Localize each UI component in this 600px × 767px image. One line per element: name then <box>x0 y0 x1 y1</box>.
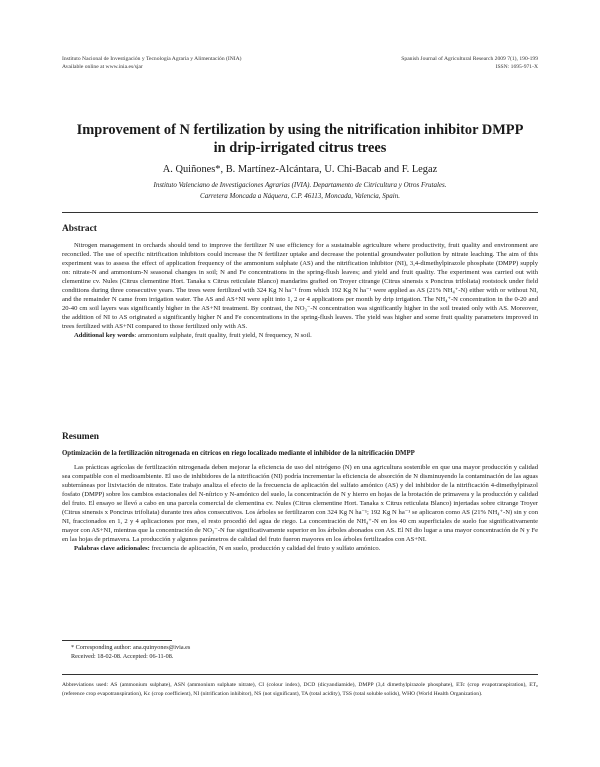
journal-header-left <box>62 55 242 71</box>
received-dates: Received: 18-02-08. Accepted: 06-11-08. <box>71 653 174 660</box>
abbreviations: Abbreviations used: AS (ammonium sulphate), ASN (ammonium sulphate nitrate), CI (colour index), DCD (dicyandiamide), DMPP (3,4 dimethylpirazole phosphate), ETc (crop evapotranspiration), ET₀ (reference crop evapotranspiration), Kc (crop coefficient), NI (nitrification inhibitor), NS (not significant), TA (total acidity), TSS (total soluble solids), WHO (World Health Organization). <box>62 682 538 697</box>
keywords-label: Additional key words <box>74 332 135 339</box>
divider-top <box>62 212 538 213</box>
journal-header-right <box>401 55 538 71</box>
divider-bottom <box>62 674 538 675</box>
resumen-heading: Resumen <box>62 432 99 442</box>
resumen-keywords <box>62 544 538 553</box>
corresponding-author: * Corresponding author: ana.quinyones@ivia.es <box>71 644 191 651</box>
abstract-keywords <box>62 331 538 340</box>
abstract-text: Nitrogen management in orchards should tend to improve the fertilizer N use efficiency for a sustainable agriculture where productivity, fruit quality and environment are reconciled. The use of specific nitrification inhibitors could increase the N fertilizer uptake and decrease the potential groundwater pollution by nitrate leaching. The aim of this experiment was to assess the effect of application frequency of the ammonium sulphate (AS) and the nitrification inhibitor (NI), 3,4-dimethylpirazole phosphate (DMPP) supply on: nitrate-N and ammonium-N seasonal changes in soil; N and Fe concentrations in the spring-flush leaves; and yield and fruit quality. The experiment was carried out with clementine cv. Nules (Citrus clementine Hort. Tanaka x Citrus reticulate Blanco) mandarins grafted on Troyer citrange (Citrus sinensis x Poncirus trifoliata) rootstock under field conditions during three consecutive years. The trees were fertilized with 324 Kg N ha⁻¹ from which 192 Kg N ha⁻¹ were applied as AS (21% NH₄⁺-N) either with or without NI, and the remainder N came from irrigation water. The AS and AS+NI were split into 1, 2 or 4 applications per month by drip irrigation. The NH₄⁺-N concentration in the 0-20 and 20-40 cm soil layers was significantly higher in the AS+NI treatment. By contrast, the NO₃⁻-N concentration was significantly higher in the soil treated only with AS. Moreover, the addition of NI to AS originated a significantly higher N and Fe concentrations in the spring-flush leaves. The yield was higher and some fruit quality parameters improved in trees fertilized with AS+NI compared to those fertilized only with AS. <box>62 242 538 330</box>
availability-line: Available online at www.inia.es/sjar <box>62 64 143 70</box>
author-list: A. Quiñones*, B. Martínez-Alcántara, U. Chi-Bacab and F. Legaz <box>162 164 438 175</box>
palabras-clave-text: frecuencia de aplicación, N en suelo, producción y calidad del fruto y sulfato amónico. <box>149 545 381 552</box>
abstract-body <box>62 241 538 340</box>
resumen-title: Optimización de la fertilización nitrogenada en cítricos en riego localizado mediante el inhibidor de la nitrificación DMPP <box>62 450 415 457</box>
footnotes <box>62 643 538 661</box>
abstract-heading: Abstract <box>62 224 97 234</box>
affiliation <box>62 180 538 202</box>
keywords-text: : ammonium sulphate, fruit quality, fruit yield, N frequency, N soil. <box>134 332 312 339</box>
affiliation-line-1: Instituto Valenciano de Investigaciones Agrarias (IVIA). Departamento de Citricultura y Otros Frutales. <box>153 181 447 189</box>
palabras-clave-label: Palabras clave adicionales: <box>74 545 150 552</box>
publisher-line: Instituto Nacional de Investigación y Tecnología Agraria y Alimentación (INIA) <box>62 56 242 62</box>
issn-line: ISSN: 1695-971-X <box>495 64 538 70</box>
affiliation-line-2: Carretera Moncada a Náquera, C.P. 46113, Moncada, Valencia, Spain. <box>200 192 400 200</box>
resumen-body <box>62 463 538 553</box>
footnote-rule <box>62 640 172 641</box>
citation-line: Spanish Journal of Agricultural Research 2009 7(1), 190-199 <box>401 56 538 62</box>
resumen-text: Las prácticas agrícolas de fertilización nitrogenada deben mejorar la eficiencia de uso del nitrógeno (N) en una agricultura sostenible en que una mayor producción y calidad sea compatible con el medioambiente. El uso de inhibidores de la nitrificación (NI) podría incrementar la eficiencia de absorción de N disminuyendo la contaminación de las aguas subterráneas por lixiviación de nitratos. Este trabajo analiza el efecto de la frecuencia de aplicación del sulfato amónico (AS) y del inhibidor de la nitrificación 4-dimethylpirazol fosfato (DMPP) sobre los cambios estacionales del N-nítrico y N-amónico del suelo, la concentración de N y hierro en hojas de la brotación de primavera y la producción y calidad del fruto. El ensayo se llevó a cabo en una parcela comercial de clementina cv. Nules (Citrus clementine Hort. Tanaka x Citrus reticulata Blanco) injertadas sobre citrange Troyer (Citrus sinensis x Poncirus trifoliata) durante tres años consecutivos. Los árboles se fertilizaron con 324 Kg N ha⁻¹; 192 Kg N ha⁻¹ se aplicaron como AS (21% NH₄⁺-N) sin y con NI, fraccionados en 1, 2 y 4 aplicaciones por mes, el resto procedió del agua de riego. La concentración de NH₄⁺-N en los 40 cm superficiales de suelo fue significativamente mayor con AS+NI, mientras que la concentración de NO₃⁻-N fue significativamente superior en los árboles abonados con AS. El NI dio lugar a una mayor concentración de N y Fe en las hojas de primavera. La producción y algunos parámetros de calidad del fruto fueron mayores en los árboles fertilizados con AS+NI. <box>62 464 538 543</box>
paper-title: Improvement of N fertilization by using the nitrification inhibitor DMPP in drip-irrigated citrus trees <box>76 122 524 156</box>
